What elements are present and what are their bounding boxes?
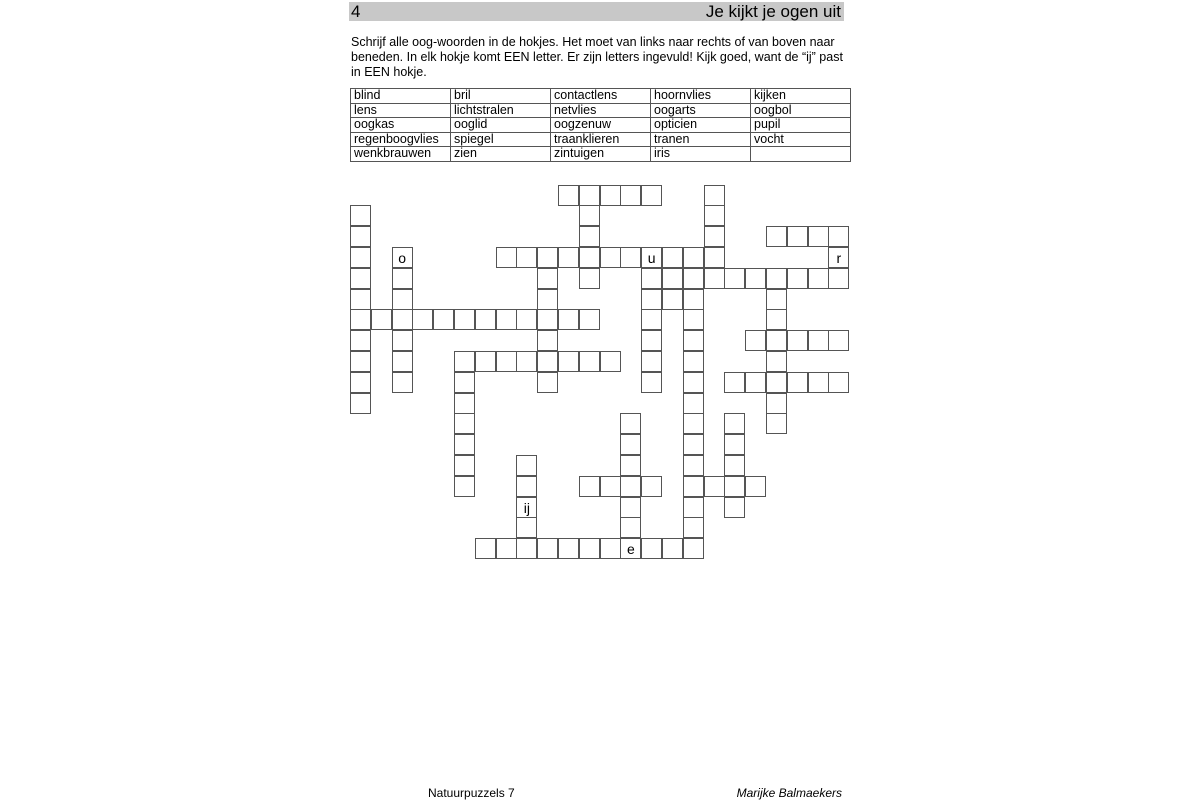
crossword-cell[interactable]	[412, 309, 433, 330]
crossword-cell[interactable]	[704, 247, 725, 268]
crossword-cell[interactable]	[766, 372, 787, 393]
word-cell: blind	[351, 89, 451, 104]
crossword-cell[interactable]	[371, 309, 392, 330]
instructions: Schrijf alle oog-woorden in de hokjes. Het moet van links naar rechts of van boven naar beneden. In elk hokje komt EEN letter. Er zijn letters ingevuld! Kijk goed, want de “ij” past in EEN hokje.	[351, 35, 843, 79]
crossword-cell[interactable]	[620, 413, 641, 434]
crossword-cell[interactable]	[828, 226, 849, 247]
word-cell	[751, 147, 851, 162]
word-cell: wenkbrauwen	[351, 147, 451, 162]
crossword-cell[interactable]	[454, 393, 475, 414]
crossword-cell[interactable]	[808, 268, 829, 289]
crossword-cell[interactable]	[600, 538, 621, 559]
page-header	[349, 2, 844, 21]
word-cell: kijken	[751, 89, 851, 104]
crossword-cell[interactable]	[683, 268, 704, 289]
word-cell: oogarts	[651, 103, 751, 118]
crossword-cell[interactable]	[433, 309, 454, 330]
crossword-cell[interactable]	[766, 393, 787, 414]
crossword-cell[interactable]	[475, 538, 496, 559]
crossword-cell[interactable]	[392, 309, 413, 330]
crossword-cell[interactable]	[641, 330, 662, 351]
crossword-cell[interactable]	[724, 413, 745, 434]
crossword-cell[interactable]	[641, 372, 662, 393]
crossword-cell[interactable]	[641, 185, 662, 206]
crossword-cell[interactable]	[641, 538, 662, 559]
crossword-cell[interactable]	[454, 455, 475, 476]
page-number: 4	[351, 2, 361, 21]
crossword-cell[interactable]	[350, 309, 371, 330]
crossword-cell[interactable]	[641, 476, 662, 497]
crossword-cell[interactable]	[683, 351, 704, 372]
crossword-cell[interactable]	[662, 538, 683, 559]
crossword-cell[interactable]	[537, 268, 558, 289]
word-row	[351, 132, 851, 147]
crossword-cell[interactable]	[641, 289, 662, 310]
crossword-cell[interactable]	[662, 247, 683, 268]
crossword-cell[interactable]	[558, 351, 579, 372]
crossword-cell[interactable]	[392, 372, 413, 393]
crossword-cell[interactable]	[350, 393, 371, 414]
crossword-cell[interactable]	[683, 393, 704, 414]
crossword-cell[interactable]	[745, 476, 766, 497]
word-cell: oogkas	[351, 118, 451, 133]
crossword-cell[interactable]	[579, 226, 600, 247]
crossword-cell[interactable]	[704, 185, 725, 206]
crossword-cell[interactable]	[516, 476, 537, 497]
footer-author: Marijke Balmaekers	[736, 786, 842, 800]
crossword-cell[interactable]	[350, 351, 371, 372]
crossword-cell[interactable]	[683, 372, 704, 393]
crossword-cell[interactable]	[704, 205, 725, 226]
crossword-cell[interactable]	[766, 268, 787, 289]
word-cell: tranen	[651, 132, 751, 147]
crossword-cell[interactable]	[496, 247, 517, 268]
word-cell: netvlies	[551, 103, 651, 118]
crossword-cell[interactable]	[620, 434, 641, 455]
crossword-cell[interactable]	[620, 476, 641, 497]
crossword-cell[interactable]	[662, 289, 683, 310]
word-cell: oogzenuw	[551, 118, 651, 133]
word-row	[351, 89, 851, 104]
word-row	[351, 147, 851, 162]
crossword-cell[interactable]	[350, 289, 371, 310]
crossword-cell[interactable]	[558, 247, 579, 268]
word-cell: bril	[451, 89, 551, 104]
crossword-cell[interactable]	[496, 538, 517, 559]
word-cell: lichtstralen	[451, 103, 551, 118]
crossword-cell[interactable]	[724, 434, 745, 455]
crossword-cell[interactable]	[579, 205, 600, 226]
crossword-cell[interactable]	[350, 205, 371, 226]
crossword-cell[interactable]	[579, 476, 600, 497]
crossword-cell[interactable]	[579, 247, 600, 268]
crossword-cell[interactable]	[579, 268, 600, 289]
crossword-cell[interactable]	[579, 309, 600, 330]
crossword-cell[interactable]	[496, 309, 517, 330]
crossword-cell[interactable]	[787, 372, 808, 393]
crossword-cell[interactable]	[641, 309, 662, 330]
word-row	[351, 118, 851, 133]
crossword-cell[interactable]	[620, 247, 641, 268]
crossword-cell[interactable]	[392, 351, 413, 372]
crossword-cell[interactable]	[516, 517, 537, 538]
crossword-cell[interactable]	[808, 372, 829, 393]
word-cell: zien	[451, 147, 551, 162]
word-cell: spiegel	[451, 132, 551, 147]
crossword-cell[interactable]	[600, 476, 621, 497]
crossword-cell[interactable]	[828, 330, 849, 351]
crossword-cell[interactable]	[724, 372, 745, 393]
crossword-cell[interactable]	[392, 289, 413, 310]
crossword-cell[interactable]	[808, 330, 829, 351]
crossword-cell[interactable]	[537, 372, 558, 393]
crossword-cell[interactable]	[537, 330, 558, 351]
crossword-cell[interactable]	[683, 476, 704, 497]
word-cell: ooglid	[451, 118, 551, 133]
crossword-cell[interactable]	[766, 330, 787, 351]
crossword-cell[interactable]	[641, 268, 662, 289]
crossword-cell-given[interactable]: ij	[516, 497, 537, 518]
crossword-cell-given[interactable]: o	[392, 247, 413, 268]
crossword-cell-given[interactable]: r	[828, 247, 849, 268]
word-row	[351, 103, 851, 118]
crossword-cell[interactable]	[683, 434, 704, 455]
crossword-cell[interactable]	[662, 268, 683, 289]
crossword-cell[interactable]	[620, 497, 641, 518]
crossword-cell[interactable]	[787, 226, 808, 247]
crossword-cell[interactable]	[454, 413, 475, 434]
crossword-cell[interactable]	[828, 372, 849, 393]
crossword-cell[interactable]	[600, 185, 621, 206]
crossword-cell[interactable]	[766, 309, 787, 330]
crossword-cell[interactable]	[537, 351, 558, 372]
footer-book-title: Natuurpuzzels 7	[428, 786, 515, 800]
crossword-cell[interactable]	[787, 268, 808, 289]
crossword-cell[interactable]	[516, 538, 537, 559]
crossword-cell[interactable]	[683, 247, 704, 268]
crossword-cell[interactable]	[454, 351, 475, 372]
crossword-cell[interactable]	[683, 538, 704, 559]
crossword-cell[interactable]	[454, 434, 475, 455]
crossword-cell[interactable]	[683, 330, 704, 351]
word-cell: oogbol	[751, 103, 851, 118]
crossword-cell[interactable]	[350, 268, 371, 289]
crossword-cell[interactable]	[537, 247, 558, 268]
crossword-cell[interactable]	[454, 476, 475, 497]
crossword-cell[interactable]	[745, 268, 766, 289]
crossword-cell[interactable]	[704, 476, 725, 497]
word-list-table	[350, 88, 851, 162]
crossword-cell[interactable]	[766, 289, 787, 310]
word-cell: pupil	[751, 118, 851, 133]
crossword-cell[interactable]	[558, 538, 579, 559]
crossword-cell[interactable]	[475, 309, 496, 330]
crossword-cell[interactable]	[683, 497, 704, 518]
crossword-cell[interactable]	[766, 226, 787, 247]
crossword-cell[interactable]	[724, 476, 745, 497]
crossword-cell[interactable]	[516, 309, 537, 330]
crossword-cell[interactable]	[766, 413, 787, 434]
crossword-cell[interactable]	[620, 185, 641, 206]
crossword-cell[interactable]	[808, 226, 829, 247]
crossword-cell[interactable]	[350, 247, 371, 268]
crossword-cell[interactable]	[558, 185, 579, 206]
crossword-cell[interactable]	[683, 455, 704, 476]
word-cell: zintuigen	[551, 147, 651, 162]
page-title: Je kijkt je ogen uit	[705, 2, 841, 21]
word-cell: opticien	[651, 118, 751, 133]
crossword-cell[interactable]	[516, 455, 537, 476]
crossword-cell[interactable]	[828, 268, 849, 289]
word-cell: traanklieren	[551, 132, 651, 147]
crossword-cell[interactable]	[475, 351, 496, 372]
crossword-cell[interactable]	[620, 517, 641, 538]
crossword-cell[interactable]	[787, 330, 808, 351]
word-cell: lens	[351, 103, 451, 118]
word-cell: regenboogvlies	[351, 132, 451, 147]
crossword-cell[interactable]	[724, 455, 745, 476]
crossword-cell[interactable]	[392, 330, 413, 351]
crossword-cell[interactable]	[620, 455, 641, 476]
crossword-cell[interactable]	[724, 497, 745, 518]
crossword-cell[interactable]	[745, 372, 766, 393]
crossword-cell[interactable]	[704, 226, 725, 247]
crossword-cell[interactable]	[516, 351, 537, 372]
word-cell: hoornvlies	[651, 89, 751, 104]
crossword-cell[interactable]	[683, 309, 704, 330]
crossword-cell[interactable]	[537, 289, 558, 310]
crossword-cell[interactable]	[683, 289, 704, 310]
crossword-cell-given[interactable]: u	[641, 247, 662, 268]
crossword-cell[interactable]	[724, 268, 745, 289]
word-cell: iris	[651, 147, 751, 162]
crossword-cell[interactable]	[766, 351, 787, 372]
crossword-cell[interactable]	[454, 309, 475, 330]
crossword-cell[interactable]	[496, 351, 517, 372]
crossword-cell[interactable]	[350, 226, 371, 247]
crossword-cell[interactable]	[683, 517, 704, 538]
crossword-cell[interactable]	[558, 309, 579, 330]
crossword-cell[interactable]	[350, 372, 371, 393]
crossword-cell[interactable]	[745, 330, 766, 351]
crossword-cell[interactable]	[392, 268, 413, 289]
crossword-cell[interactable]	[579, 351, 600, 372]
crossword-cell[interactable]	[454, 372, 475, 393]
crossword-cell[interactable]	[579, 185, 600, 206]
crossword-cell[interactable]	[600, 247, 621, 268]
crossword-cell[interactable]	[516, 247, 537, 268]
crossword-cell[interactable]	[350, 330, 371, 351]
word-cell: contactlens	[551, 89, 651, 104]
crossword-cell[interactable]	[683, 413, 704, 434]
word-cell: vocht	[751, 132, 851, 147]
crossword-cell[interactable]	[579, 538, 600, 559]
crossword-cell[interactable]	[704, 268, 725, 289]
crossword-cell[interactable]	[600, 351, 621, 372]
crossword-cell[interactable]	[537, 309, 558, 330]
crossword-cell[interactable]	[537, 538, 558, 559]
crossword-cell[interactable]	[641, 351, 662, 372]
crossword-cell-given[interactable]: e	[620, 538, 641, 559]
